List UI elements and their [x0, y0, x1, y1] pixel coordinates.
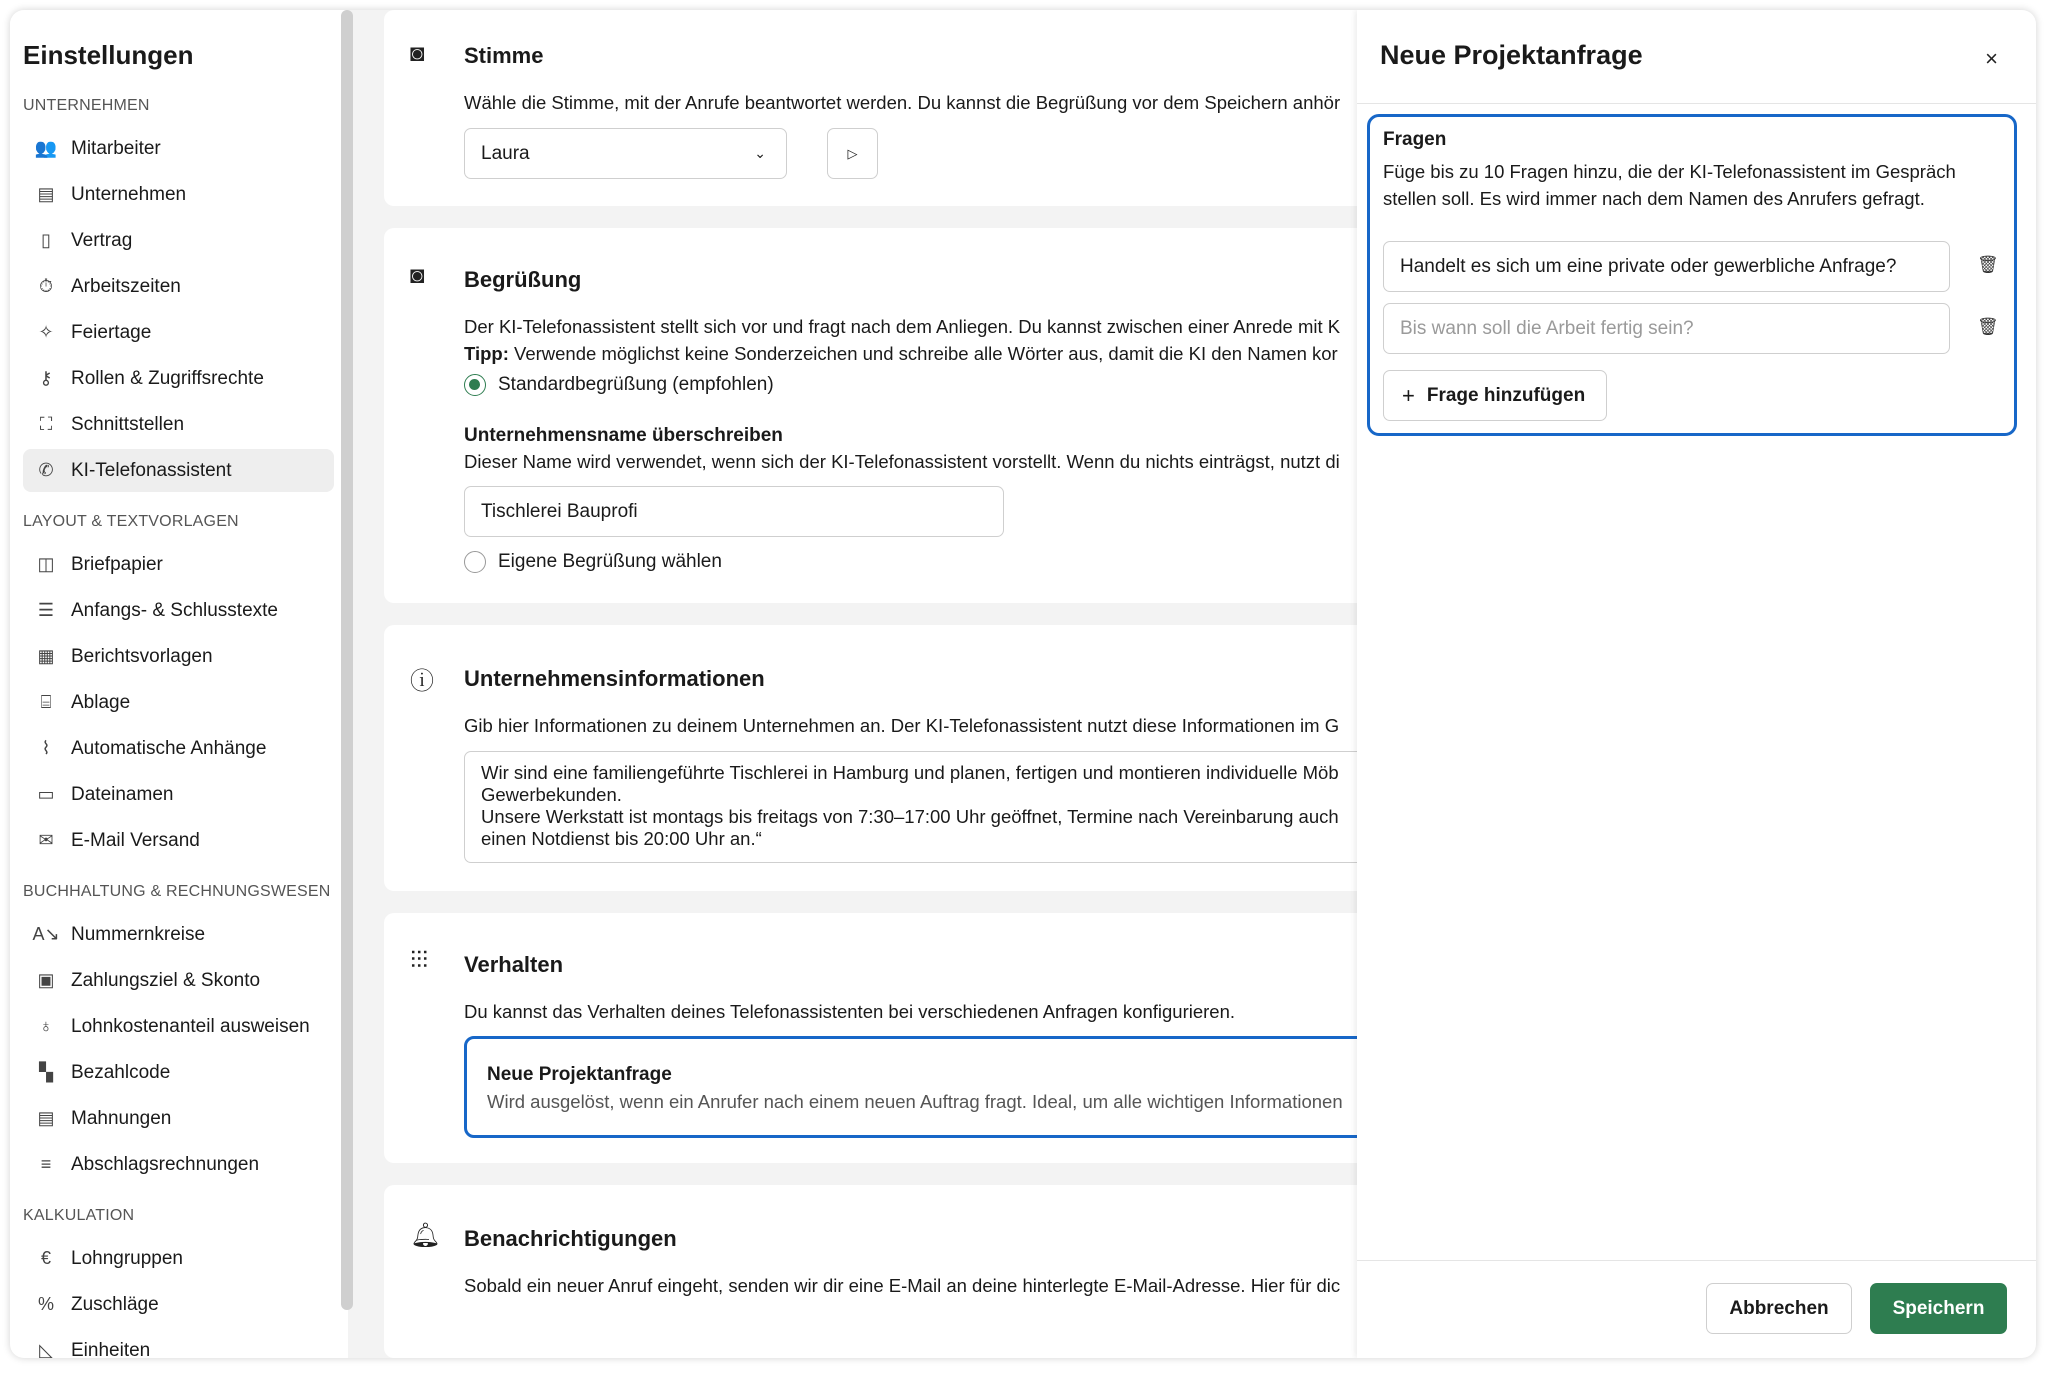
info-card — [384, 625, 1504, 891]
radio-standard-greeting[interactable] — [464, 374, 774, 396]
drawer-footer — [1357, 1260, 2036, 1358]
text-lines-icon: ☰ — [37, 600, 55, 620]
store-icon: ▤ — [37, 184, 55, 204]
override-title: Unternehmensname überschreiben — [464, 425, 783, 446]
sidebar-item-label: Ablage — [71, 691, 131, 713]
benachrichtigungen-description: Sobald ein neuer Anruf eingeht, senden wir dir eine E-Mail an deine hinterlegte E-Mail-Adresse. Hier für dic — [464, 1275, 1341, 1296]
sidebar-spacer — [23, 865, 348, 883]
sidebar-item[interactable] — [23, 913, 334, 956]
behavior-option-title: Neue Projektanfrage — [487, 1064, 672, 1085]
sidebar-item[interactable] — [23, 589, 334, 632]
sidebar-item-label: Zahlungsziel & Skonto — [71, 969, 261, 991]
sidebar-item[interactable] — [23, 1283, 334, 1326]
voice-select[interactable] — [464, 128, 787, 179]
project-request-drawer — [1357, 10, 2036, 1358]
radio-custom-label: Eigene Begrüßung wählen — [498, 551, 722, 572]
drawer-title: Neue Projektanfrage — [1380, 40, 1643, 70]
qr-code-icon: ▚ — [39, 1062, 53, 1082]
users-icon: 👥 — [34, 138, 58, 158]
percent-icon: % — [37, 1294, 54, 1314]
ruler-icon: ◺ — [39, 1340, 53, 1358]
sidebar-item[interactable] — [23, 173, 334, 216]
folder-icon: ▭ — [37, 784, 55, 804]
begruessung-description: Der KI-Telefonassistent stellt sich vor und fragt nach dem Anliegen. Du kannst zwischen einer Anrede mit K — [464, 316, 1341, 337]
begruessung-card — [384, 228, 1504, 603]
sidebar-item-label: Vertrag — [71, 229, 133, 251]
sidebar-item-label: Dateinamen — [71, 783, 174, 805]
stopwatch-icon: ⏱ — [38, 276, 54, 296]
sidebar-item[interactable] — [23, 1097, 334, 1140]
questions-title: Fragen — [1383, 129, 1447, 150]
sidebar-item[interactable] — [23, 1143, 334, 1186]
party-icon: ✧ — [38, 322, 54, 342]
sidebar-item-label: Zuschläge — [71, 1293, 159, 1315]
list-invoice-icon: ≡ — [40, 1154, 52, 1174]
money-bag-icon: ♁ — [39, 1016, 53, 1036]
sidebar-item-label: Anfangs- & Schlusstexte — [71, 599, 278, 621]
stimme-title: Stimme — [464, 43, 544, 68]
sidebar-item[interactable] — [23, 681, 334, 724]
sidebar-item[interactable] — [23, 1329, 334, 1358]
sidebar-item-label: E-Mail Versand — [71, 829, 200, 851]
number-sequence-icon: A↘ — [32, 924, 60, 944]
sidebar-item-label: Arbeitszeiten — [71, 275, 181, 297]
benachrichtigungen-title: Benachrichtigungen — [464, 1226, 677, 1251]
sidebar-item[interactable] — [23, 959, 334, 1002]
plus-icon: + — [1402, 382, 1415, 408]
contract-icon: ▯ — [41, 230, 51, 250]
sidebar-item-label: Mitarbeiter — [71, 137, 161, 159]
sidebar-section-heading: UNTERNEHMEN — [23, 97, 150, 114]
sidebar-item[interactable] — [23, 219, 334, 262]
info-line-2: Gewerbekunden. — [481, 784, 622, 805]
tipp-label: Tipp: — [464, 343, 509, 364]
drawer-header — [1357, 10, 2036, 104]
verhalten-card — [384, 913, 1504, 1163]
question-2-placeholder: Bis wann soll die Arbeit fertig sein? — [1400, 317, 1694, 339]
company-name-input[interactable] — [464, 486, 1004, 537]
chevron-down-icon: ⌄ — [754, 145, 766, 161]
clipboard-icon: ▦ — [37, 646, 55, 666]
radio-dot-unchecked — [464, 551, 486, 573]
sliders-icon: ⫶⫶⫶ — [410, 947, 428, 974]
stimme-card — [384, 10, 1504, 206]
mail-icon: ✉ — [38, 830, 54, 850]
paperclip-icon: ⌇ — [41, 738, 51, 758]
trash-icon[interactable]: 🗑︎ — [1977, 255, 1999, 274]
company-name-value: Tischlerei Bauprofi — [481, 500, 638, 522]
money-icon: ▣ — [37, 970, 55, 990]
sidebar-item-label: Rollen & Zugriffsrechte — [71, 367, 264, 389]
euro-icon: € — [40, 1248, 51, 1268]
question-input-2[interactable] — [1383, 303, 1950, 354]
verhalten-title: Verhalten — [464, 952, 564, 977]
info-icon: ⓘ — [410, 668, 434, 695]
add-question-label: Frage hinzufügen — [1426, 384, 1586, 406]
sidebar-item[interactable] — [23, 403, 334, 446]
sidebar-item-label: Automatische Anhänge — [71, 737, 267, 759]
sidebar-item[interactable] — [23, 265, 334, 308]
sidebar-item[interactable] — [23, 819, 334, 862]
sidebar-item[interactable] — [23, 727, 334, 770]
sidebar-item-label: Abschlagsrechnungen — [71, 1153, 260, 1175]
play-button[interactable] — [827, 128, 878, 179]
greeting-icon: ◙ — [410, 262, 425, 289]
sidebar-item-label: Briefpapier — [71, 553, 163, 575]
sidebar-item-label: Einheiten — [71, 1339, 151, 1358]
begruessung-title: Begrüßung — [464, 267, 582, 292]
tipp-content: Verwende möglichst keine Sonderzeichen und schreibe alle Wörter aus, damit die KI den Namen kor — [508, 343, 1338, 364]
sidebar-item[interactable] — [23, 357, 334, 400]
sidebar-item[interactable] — [23, 449, 334, 492]
sidebar-item-label: KI-Telefonassistent — [71, 459, 232, 481]
sidebar-item-label: Unternehmen — [71, 183, 187, 205]
sidebar-item-label: Bezahlcode — [71, 1061, 171, 1083]
tipp-text — [464, 343, 1338, 365]
question-input-1[interactable] — [1383, 241, 1950, 292]
sitemap-icon: ⛶ — [39, 414, 53, 434]
radio-dot-checked — [464, 374, 486, 396]
cancel-button[interactable]: Abbrechen — [1706, 1283, 1852, 1334]
settings-sidebar — [10, 10, 348, 1358]
document-list-icon: ▤ — [37, 1108, 55, 1128]
sidebar-item[interactable] — [23, 543, 334, 586]
sidebar-item[interactable] — [23, 1051, 334, 1094]
sidebar-item[interactable] — [23, 1237, 334, 1280]
sidebar-item-label: Lohnkostenanteil ausweisen — [71, 1015, 310, 1037]
benachrichtigungen-card — [384, 1185, 1504, 1358]
phone-icon: ✆ — [38, 460, 54, 480]
behavior-option-description: Wird ausgelöst, wenn ein Anrufer nach einem neuen Auftrag fragt. Ideal, um alle wichtigen Informationen — [487, 1091, 1343, 1112]
sidebar-spacer — [23, 495, 348, 513]
play-icon: ▷ — [847, 145, 858, 161]
sidebar-item[interactable] — [23, 773, 334, 816]
folder-open-icon: ⌸ — [40, 692, 52, 712]
question-1-value: Handelt es sich um eine private oder gewerbliche Anfrage? — [1400, 255, 1897, 277]
info-line-3: Unsere Werkstatt ist montags bis freitags von 7:30–17:00 Uhr geöffnet, Termine nach Vereinbarung auch — [481, 806, 1339, 827]
sidebar-item-label: Nummernkreise — [71, 923, 206, 945]
sidebar-item-label: Lohngruppen — [71, 1247, 183, 1269]
app-window — [10, 10, 2036, 1358]
sidebar-scrollbar[interactable] — [341, 10, 353, 1310]
trash-icon[interactable]: 🗑︎ — [1977, 317, 1999, 336]
close-icon[interactable]: × — [1985, 46, 1998, 71]
save-button[interactable]: Speichern — [1870, 1283, 2007, 1334]
override-description: Dieser Name wird verwendet, wenn sich der KI-Telefonassistent vorstellt. Wenn du nichts einträgst, nutzt di — [464, 451, 1340, 472]
sidebar-item-label: Berichtsvorlagen — [71, 645, 213, 667]
info-line-1: Wir sind eine familiengeführte Tischlerei in Hamburg und planen, fertigen und montieren individuelle Möb — [481, 762, 1339, 783]
sidebar-item[interactable] — [23, 635, 334, 678]
add-question-button[interactable] — [1383, 370, 1607, 421]
radio-standard-label: Standardbegrüßung (empfohlen) — [498, 374, 774, 395]
sidebar-section-heading: KALKULATION — [23, 1207, 135, 1224]
sidebar-item-label: Feiertage — [71, 321, 152, 343]
info-title: Unternehmensinformationen — [464, 666, 765, 691]
bell-icon: 🔔︎ — [410, 1222, 441, 1249]
sidebar-section-heading: BUCHHALTUNG & RECHNUNGSWESEN — [23, 883, 331, 900]
key-icon: ⚷ — [39, 368, 53, 388]
sidebar-section-heading: LAYOUT & TEXTVORLAGEN — [23, 513, 239, 530]
sidebar-item-label: Mahnungen — [71, 1107, 172, 1129]
sidebar-item[interactable] — [23, 127, 334, 170]
questions-section — [1367, 114, 2017, 436]
sidebar-item[interactable] — [23, 1005, 334, 1048]
info-description: Gib hier Informationen zu deinem Unternehmen an. Der KI-Telefonassistent nutzt diese Informationen im G — [464, 715, 1340, 736]
sidebar-title: Einstellungen — [23, 40, 194, 70]
radio-custom-greeting[interactable] — [464, 551, 722, 573]
sidebar-item[interactable] — [23, 311, 334, 354]
stimme-description: Wähle die Stimme, mit der Anrufe beantwortet werden. Du kannst die Begrüßung vor dem Speichern anhör — [464, 92, 1341, 113]
sidebar-item-label: Schnittstellen — [71, 413, 185, 435]
info-line-4: einen Notdienst bis 20:00 Uhr an.“ — [481, 828, 762, 849]
sidebar-spacer — [23, 1189, 348, 1207]
verhalten-description: Du kannst das Verhalten deines Telefonassistenten bei verschiedenen Anfragen konfigurieren. — [464, 1001, 1236, 1022]
voice-icon: ◙ — [410, 40, 425, 67]
questions-description: Füge bis zu 10 Fragen hinzu, die der KI-Telefonassistent im Gespräch stellen soll. Es wird immer nach dem Namen des Anrufers gefragt. — [1383, 161, 1956, 209]
voice-select-value: Laura — [481, 142, 530, 164]
layout-icon: ◫ — [37, 554, 55, 574]
